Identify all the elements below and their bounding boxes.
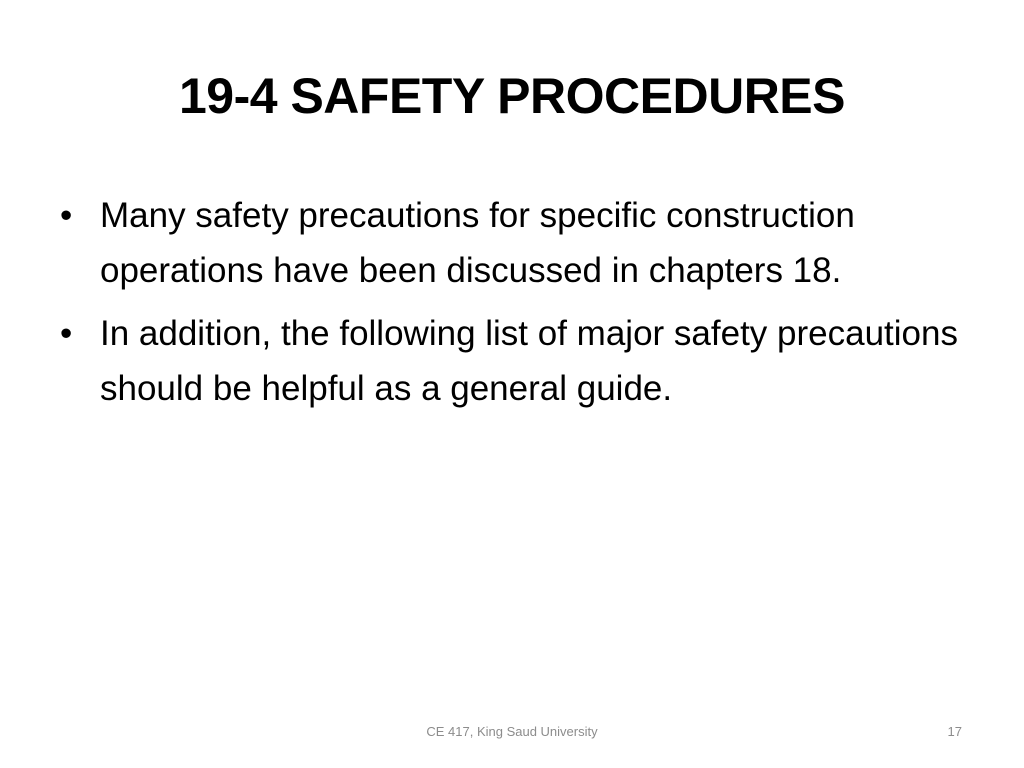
slide-title: 19-4 SAFETY PROCEDURES bbox=[178, 68, 846, 124]
bullet-item bbox=[58, 188, 958, 298]
bullet-text: In addition, the following list of major safety precautions should be helpful as a general guide. bbox=[100, 314, 958, 408]
page-number: 17 bbox=[947, 724, 962, 739]
bullet-text: Many safety precautions for specific construction operations have been discussed in chapters 18. bbox=[100, 196, 855, 290]
bullet-item bbox=[58, 306, 958, 416]
footer-course-label: CE 417, King Saud University bbox=[426, 724, 598, 739]
bullet-marker: • bbox=[60, 314, 73, 353]
bullet-list bbox=[58, 188, 958, 424]
bullet-marker: • bbox=[60, 196, 73, 235]
